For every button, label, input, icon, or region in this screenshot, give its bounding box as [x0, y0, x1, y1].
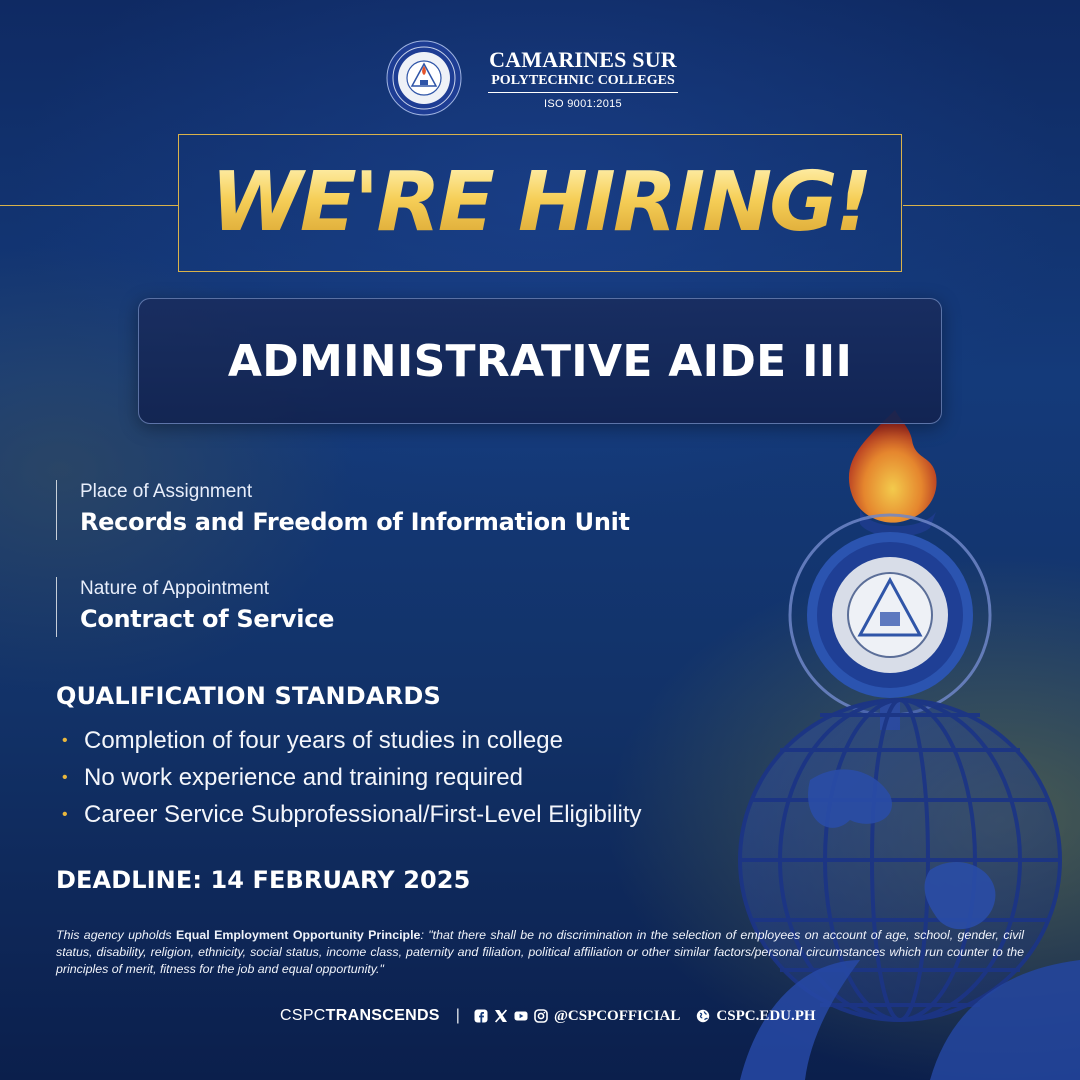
- eeo-disclaimer: [56, 927, 1024, 978]
- iso-certification: ISO 9001:2015: [544, 98, 622, 110]
- footer-brand-transcends: TRANSCENDS: [325, 1007, 440, 1024]
- footer-separator: |: [455, 1007, 460, 1024]
- qualification-text: Career Service Subprofessional/First-Level Eligibility: [84, 801, 642, 828]
- disclaimer-prefix: This agency upholds: [56, 928, 176, 942]
- position-panel: [138, 298, 942, 424]
- hiring-banner: [178, 134, 902, 272]
- institution-name-line2: POLYTECHNIC COLLEGES: [488, 72, 678, 93]
- qualification-text: No work experience and training required: [84, 764, 523, 791]
- cspc-seal-logo: [386, 40, 462, 116]
- bullet-icon: •: [62, 769, 68, 786]
- qualifications-heading: QUALIFICATION STANDARDS: [56, 682, 441, 710]
- deadline-text: DEADLINE: 14 FEBRUARY 2025: [56, 866, 471, 894]
- qualifications-list: [62, 722, 642, 833]
- instagram-icon[interactable]: [534, 1009, 548, 1023]
- footer: [280, 1005, 816, 1027]
- appointment-value: Contract of Service: [80, 605, 335, 633]
- disclaimer-emphasis: Equal Employment Opportunity Principle: [175, 928, 421, 942]
- appointment-block: [56, 577, 334, 637]
- assignment-value: Records and Freedom of Information Unit: [80, 508, 630, 536]
- institution-name: [488, 48, 678, 110]
- globe-icon: [696, 1009, 710, 1023]
- torch-globe-monument-image: [700, 400, 1080, 1080]
- assignment-label: Place of Assignment: [80, 481, 253, 502]
- footer-brand-cspc: CSPC: [280, 1007, 326, 1024]
- youtube-icon[interactable]: [514, 1009, 528, 1023]
- facebook-icon[interactable]: [474, 1009, 488, 1023]
- hiring-headline: WE'RE HIRING!: [210, 155, 870, 250]
- banner-rule-left: [0, 205, 178, 206]
- disclaimer-text: : "that there shall be no discrimination in the selection of employees on account of age, school, gender, civil status, disability, religion, ethnicity, social status, income class, paternity and filiation, political affiliation or other similar factors/personal circumstances which run counter to the principles of merit, fitness for the job and equal opportunity.": [56, 928, 1024, 976]
- assignment-block: [56, 480, 630, 540]
- footer-website[interactable]: CSPC.EDU.PH: [716, 1007, 816, 1024]
- bullet-icon: •: [62, 732, 68, 749]
- bullet-icon: •: [62, 806, 68, 823]
- x-icon[interactable]: [494, 1009, 508, 1023]
- list-item: [62, 722, 642, 759]
- appointment-label: Nature of Appointment: [80, 578, 270, 599]
- list-item: [62, 759, 642, 796]
- list-item: [62, 796, 642, 833]
- banner-rule-right: [903, 205, 1080, 206]
- position-title: ADMINISTRATIVE AIDE III: [227, 335, 853, 387]
- institution-name-line1: CAMARINES SUR: [489, 47, 677, 72]
- footer-social-handle[interactable]: @CSPCOFFICIAL: [553, 1007, 681, 1024]
- qualification-text: Completion of four years of studies in college: [84, 727, 563, 754]
